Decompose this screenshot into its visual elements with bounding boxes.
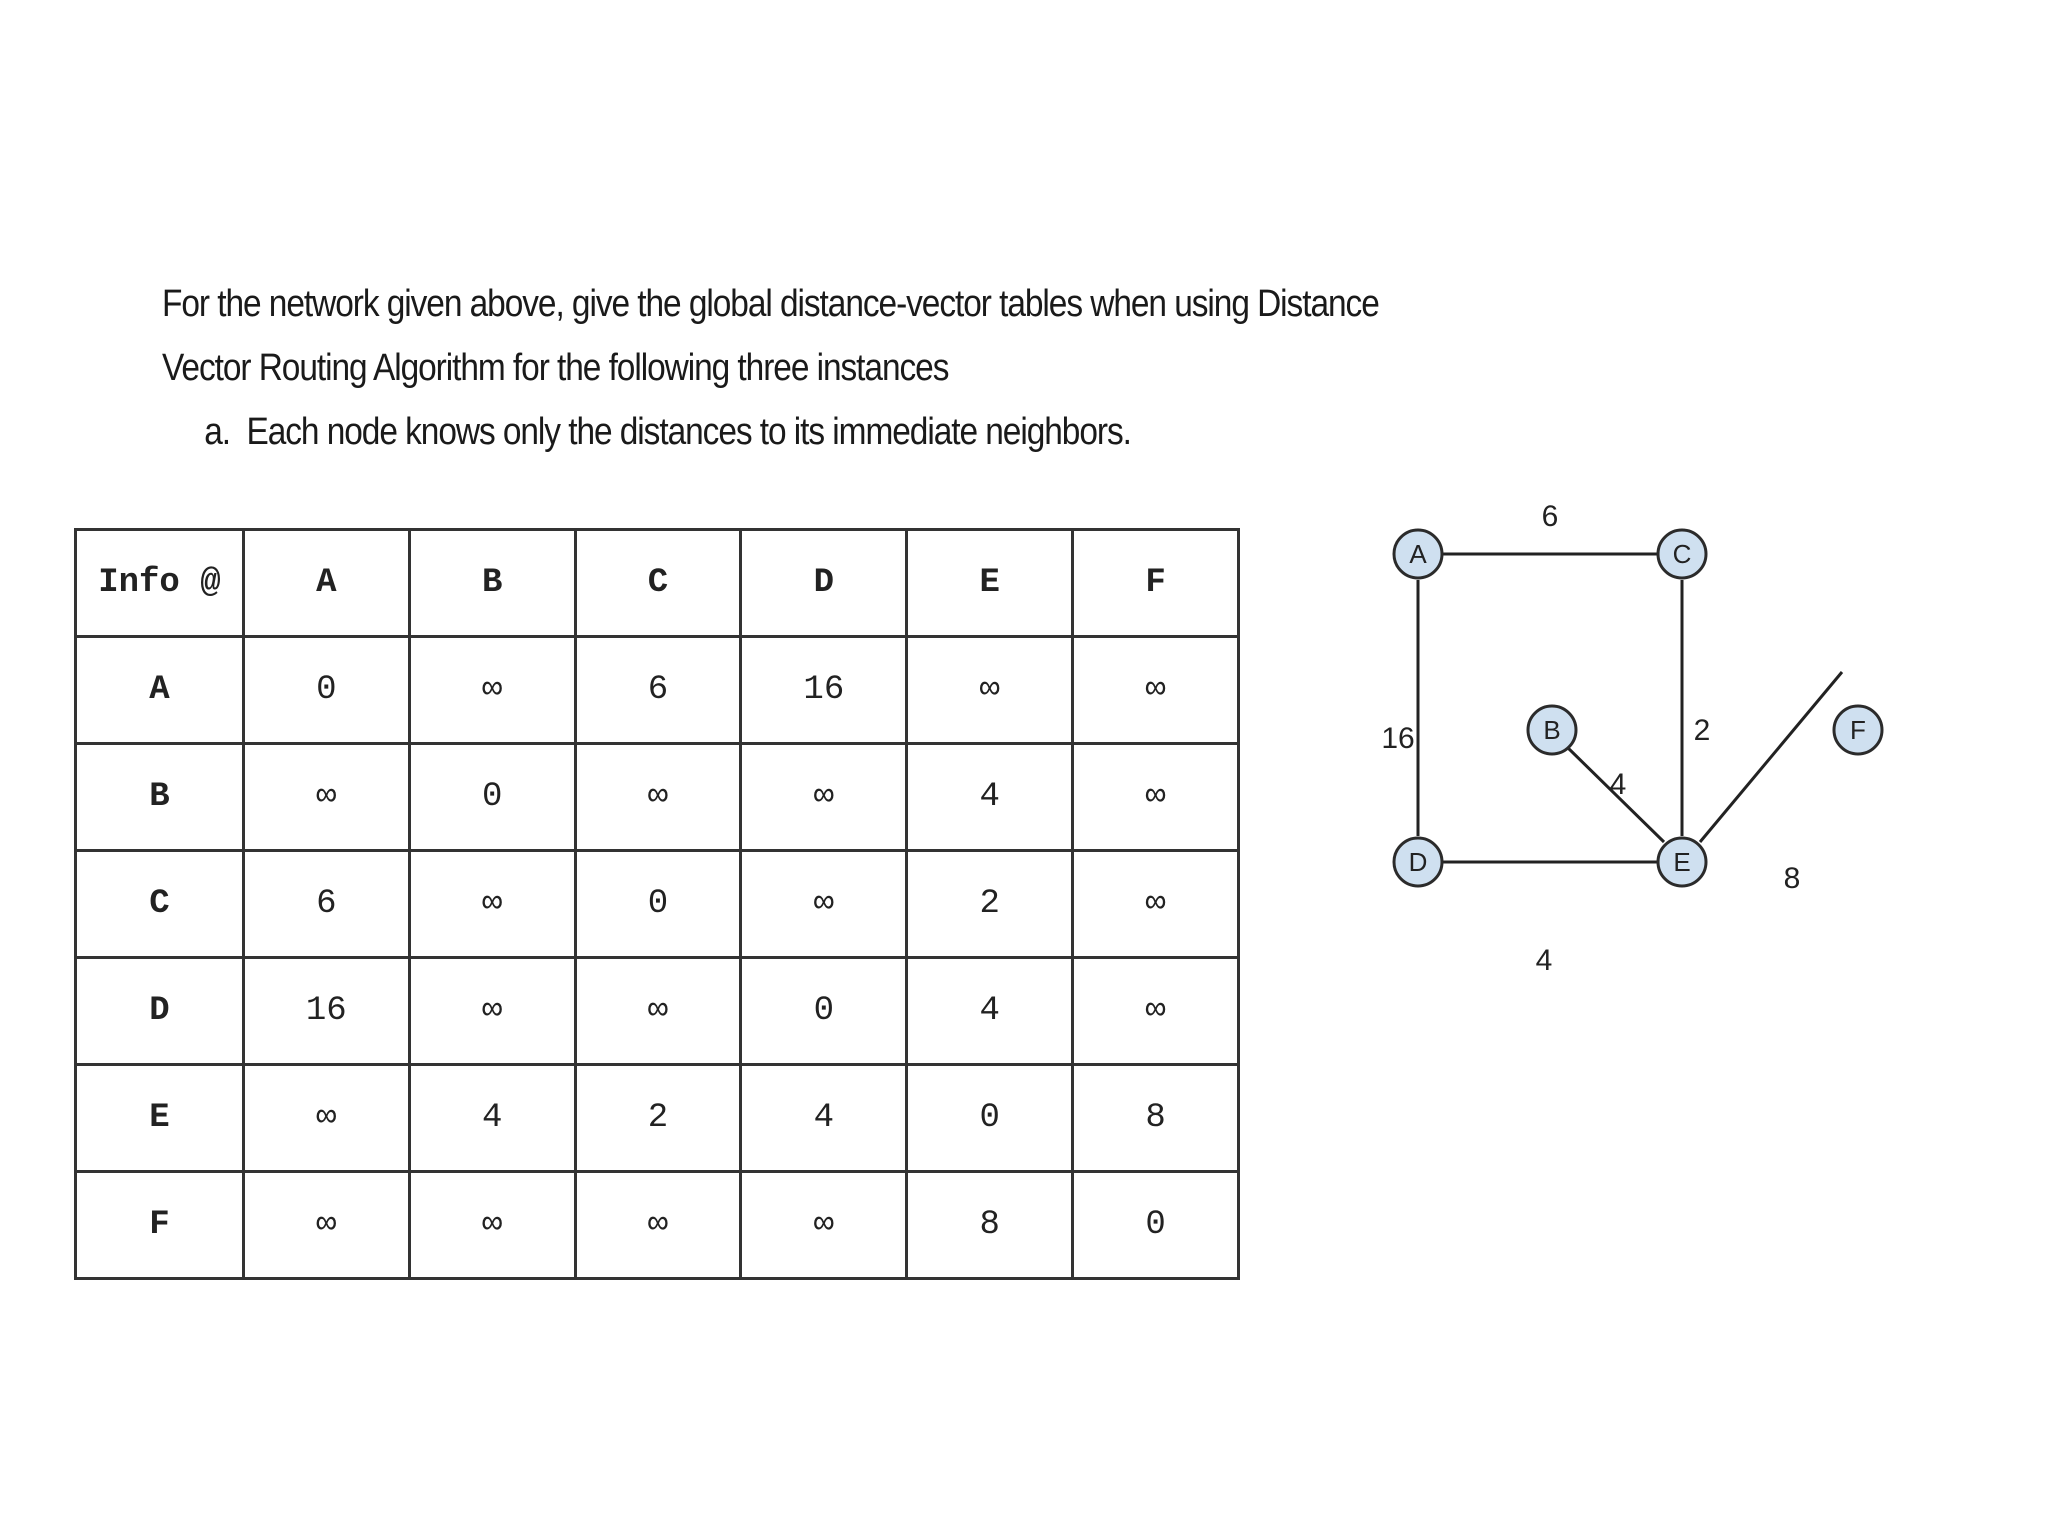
weight-A-D: 16 <box>1381 722 1415 755</box>
row-header: D <box>76 958 244 1065</box>
table-cell: ∞ <box>741 1172 907 1279</box>
node-label: D <box>1408 847 1428 877</box>
node-B <box>1528 706 1576 754</box>
item-text: Each node knows only the distances to its immediate neighbors. <box>246 411 1131 453</box>
table-cell: ∞ <box>741 744 907 851</box>
table-cell: ∞ <box>575 744 741 851</box>
item-marker: a. <box>204 411 231 453</box>
question-line-2: Vector Routing Algorithm for the following three instances <box>162 347 949 389</box>
weight-D-E: 4 <box>1535 944 1553 977</box>
question-text <box>162 272 1379 464</box>
graph-nodes <box>1394 530 1882 886</box>
column-header: D <box>741 530 907 637</box>
weight-B-E: 4 <box>1609 768 1627 801</box>
table-cell: ∞ <box>409 958 575 1065</box>
node-label: C <box>1672 539 1692 569</box>
table-cell: 0 <box>1073 1172 1239 1279</box>
column-header: F <box>1073 530 1239 637</box>
column-header: B <box>409 530 575 637</box>
network-graph <box>1380 490 1920 1000</box>
node-label: A <box>1409 539 1427 569</box>
table-cell: 4 <box>907 744 1073 851</box>
table-cell: 0 <box>243 637 409 744</box>
table-cell: 0 <box>409 744 575 851</box>
weight-A-C: 6 <box>1541 500 1559 533</box>
column-header: A <box>243 530 409 637</box>
table-cell: 2 <box>575 1065 741 1172</box>
table-cell: ∞ <box>409 851 575 958</box>
row-header: E <box>76 1065 244 1172</box>
table-cell: 0 <box>575 851 741 958</box>
edge-E-F <box>1700 672 1842 842</box>
row-header: C <box>76 851 244 958</box>
table-header-row <box>76 530 1239 637</box>
table-cell: 2 <box>907 851 1073 958</box>
table-cell: 0 <box>741 958 907 1065</box>
node-C <box>1658 530 1706 578</box>
table-cell: ∞ <box>243 744 409 851</box>
row-header: F <box>76 1172 244 1279</box>
table-cell: 8 <box>1073 1065 1239 1172</box>
table-cell: ∞ <box>1073 637 1239 744</box>
table-cell: ∞ <box>243 1065 409 1172</box>
question-item-a <box>162 400 1130 464</box>
column-header: E <box>907 530 1073 637</box>
table-cell: 4 <box>409 1065 575 1172</box>
column-header: C <box>575 530 741 637</box>
row-header: A <box>76 637 244 744</box>
node-D <box>1394 838 1442 886</box>
table-row <box>76 851 1239 958</box>
node-F <box>1834 706 1882 754</box>
table-cell: ∞ <box>409 1172 575 1279</box>
table-cell: ∞ <box>741 851 907 958</box>
table-cell: 6 <box>243 851 409 958</box>
table-cell: ∞ <box>907 637 1073 744</box>
table-row <box>76 637 1239 744</box>
node-label: F <box>1850 715 1866 745</box>
row-header: B <box>76 744 244 851</box>
table-row <box>76 744 1239 851</box>
table-row <box>76 1172 1239 1279</box>
graph-edges <box>1418 554 1842 862</box>
table-cell: ∞ <box>575 1172 741 1279</box>
table-cell: 4 <box>907 958 1073 1065</box>
table-cell: ∞ <box>1073 851 1239 958</box>
corner-label: Info @ <box>76 530 244 637</box>
weight-E-F: 8 <box>1783 862 1801 895</box>
table-cell: 6 <box>575 637 741 744</box>
edge-weights <box>1381 500 1800 977</box>
table-cell: 8 <box>907 1172 1073 1279</box>
table-cell: ∞ <box>243 1172 409 1279</box>
table-cell: ∞ <box>575 958 741 1065</box>
table-row <box>76 1065 1239 1172</box>
table-row <box>76 958 1239 1065</box>
table-cell: 0 <box>907 1065 1073 1172</box>
node-E <box>1658 838 1706 886</box>
distance-vector-table <box>74 528 1240 1280</box>
table-cell: ∞ <box>1073 744 1239 851</box>
table-cell: 16 <box>243 958 409 1065</box>
weight-C-E: 2 <box>1693 714 1711 747</box>
node-label: E <box>1673 847 1691 877</box>
table-cell: 16 <box>741 637 907 744</box>
table-cell: ∞ <box>1073 958 1239 1065</box>
table-cell: ∞ <box>409 637 575 744</box>
node-A <box>1394 530 1442 578</box>
question-line-1: For the network given above, give the global distance-vector tables when using Distance <box>162 283 1379 325</box>
table-cell: 4 <box>741 1065 907 1172</box>
node-label: B <box>1543 715 1561 745</box>
